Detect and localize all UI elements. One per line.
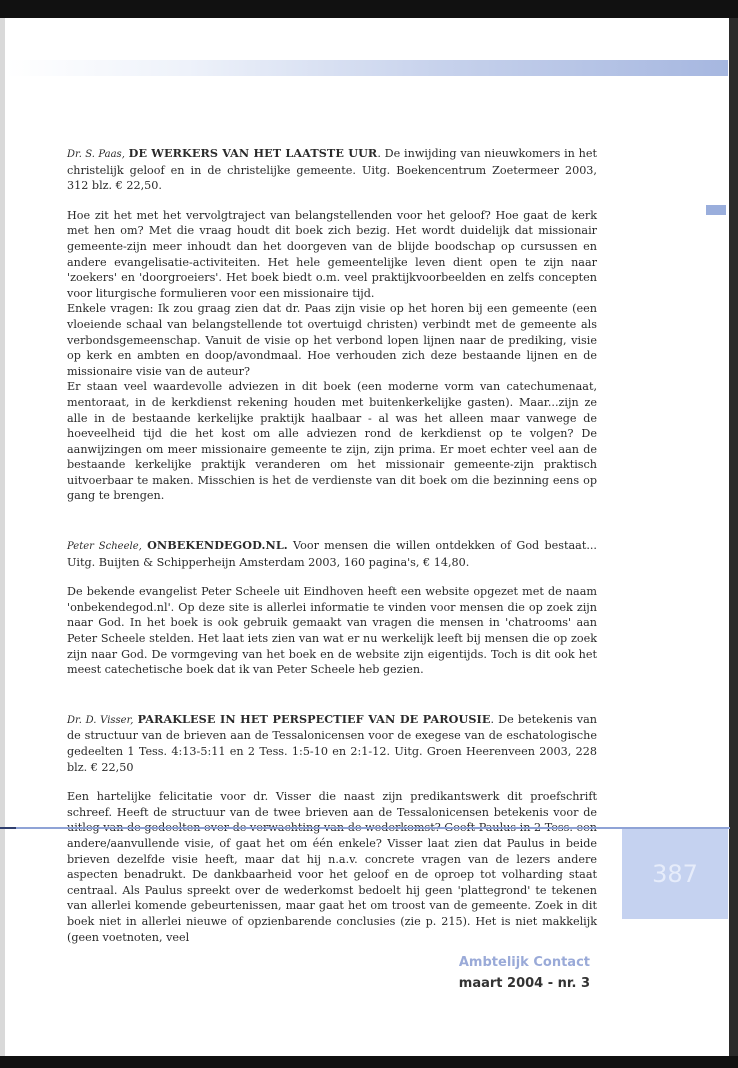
book-review-scheele <box>67 538 597 678</box>
review-book-details: . De inwijding van nieuwkomers in het christelijk geloof en in de christelijke gemeente. Uitg. Boekencentrum Zoetermeer 2003, 312 blz. € 22,50. <box>67 147 597 193</box>
review-book-details: . De betekenis van de structuur van de brieven aan de Tessalonicensen voor de exegese van de eschatologische gedeelten 1 Tess. 4:13-5:11 en 2 Tess. 1:5-10 en 2:1-12. Uitg. Groen Heerenveen 2003, 228 blz. € 22,50 <box>67 712 597 774</box>
magazine-issue: maart 2004 - nr. 3 <box>458 976 590 991</box>
review-book-title: ONBEKENDEGOD.NL. <box>147 538 288 553</box>
review-body <box>67 208 597 504</box>
review-author: Dr. S. Paas, <box>67 149 125 160</box>
review-author: Dr. D. Visser, <box>67 714 134 726</box>
book-review-paas <box>67 146 597 504</box>
review-book-title: DE WERKERS VAN HET LAATSTE UUR <box>128 146 378 160</box>
top-border <box>0 0 738 18</box>
review-book-title: PARAKLESE IN HET PERSPECTIEF VAN DE PAROUSIE <box>137 711 491 726</box>
review-author: Peter Scheele, <box>67 541 142 553</box>
bottom-border <box>0 1056 738 1068</box>
header-gradient-stripe <box>6 60 728 76</box>
margin-marker <box>706 205 726 215</box>
review-paragraph: Een hartelijke felicitatie voor dr. Visser die naast zijn predikantswerk dit proefschrift schreef. Heeft de structuur van de twee brieven aan de Tessalonicensen betekenis voor de andere/aanvullende visie, of gaat het om één enkele? Visser laat zien dat Paulus in beide brieven dezelfde visie heeft, maar dat hij n.a.v. concrete vragen van de lezers andere aspecten benadrukt. De dankbaarheid voor het geloof en de oproep tot volharding staat centraal. Als Paulus spreekt over de wederkomst bedoelt hij geen 'plattegrond' te tekenen van allerlei komende gebeurtenissen, maar gaat het om troost van de gemeente. Zoek in dit boek niet in allerlei nieuwe of opzienbarende conclusies (zie p. 215). Het is niet makkelijk (geen voetnoten, veel <box>67 790 597 944</box>
review-citation <box>67 712 597 775</box>
review-column <box>67 146 597 945</box>
review-paragraph: Er staan veel waardevolle adviezen in dit boek (een moderne vorm van catechumenaat, mentoraat, in de kerkdienst rekening houden met buitenkerkelijke gasten). Maar...zijn ze alle in de bestaande kerkelijke praktijk haalbaar - al was het alleen maar vanwege de hoeveelheid tijd die het kost om alle adviezen rond de kerkdienst op te volgen? De aanwijzingen om meer missionaire gemeente te zijn, zijn prima. Er moet echter veel aan de bestaande kerkelijke praktijk veranderen om het missionair gemeente-zijn praktisch uitvoerbaar te maken. Misschien is het de verdienste van dit boek om die bezinning eens op gang te brengen. <box>67 380 597 503</box>
page-number: 387 <box>652 860 698 888</box>
review-citation <box>67 538 597 570</box>
footer-rule <box>0 827 730 829</box>
review-paragraph: De bekende evangelist Peter Scheele uit Eindhoven heeft een website opgezet met de naam 'onbekendegod.nl'. Op deze site is allerlei informatie te vinden voor mensen die op zoek zijn naar God. In het boek is ook gebruik gemaakt van vragen die mensen in 'chatrooms' aan Peter Scheele stelden. Het laat iets zien van wat er nu werkelijk leeft bij mensen die op zoek zijn naar God. De vormgeving van het boek en de website zijn eigentijds. Toch is dit ook het meest catechetische boek dat ik van Peter Scheele heb gezien. <box>67 585 597 677</box>
review-body <box>67 584 597 678</box>
review-body <box>67 789 597 945</box>
review-paragraph: Enkele vragen: Ik zou graag zien dat dr. Paas zijn visie op het horen bij een gemeente (een vloeiende schaal van belangstellende tot overtuigd christen) verbindt met de gemeente als verbondsgemeenschap. Vanuit de visie op het verbond lopen lijnen naar de prediking, visie op kerk en ambten en doop/avondmaal. Hoe verhouden zich deze bestaande lijnen en de missionaire visie van de auteur? <box>67 302 597 378</box>
footer-rule-accent <box>0 827 16 829</box>
left-page-edge <box>0 18 5 1056</box>
review-citation <box>67 146 597 194</box>
right-page-edge <box>729 18 738 1056</box>
review-book-details: Voor mensen die willen ontdekken of God bestaat... Uitg. Buijten & Schipperheijn Amsterdam 2003, 160 pagina's, € 14,80. <box>67 539 597 569</box>
magazine-title: Ambtelijk Contact <box>458 955 590 970</box>
review-paragraph: Hoe zit het met het vervolgtraject van belangstellenden voor het geloof? Hoe gaat de kerk met hen om? Met die vraag houdt dit boek zich bezig. Het wordt duidelijk dat missionair gemeente-zijn meer inhoudt dan het doorgeven van de blijde boodschap op cursussen en andere evangelisatie-activiteiten. Het hele gemeentelijke leven dient open te zijn naar 'zoekers' en 'doorgroeiers'. Het boek biedt o.m. veel praktijkvoorbeelden en zelfs concepten voor liturgische formulieren voor een missionaire tijd. <box>67 208 597 300</box>
